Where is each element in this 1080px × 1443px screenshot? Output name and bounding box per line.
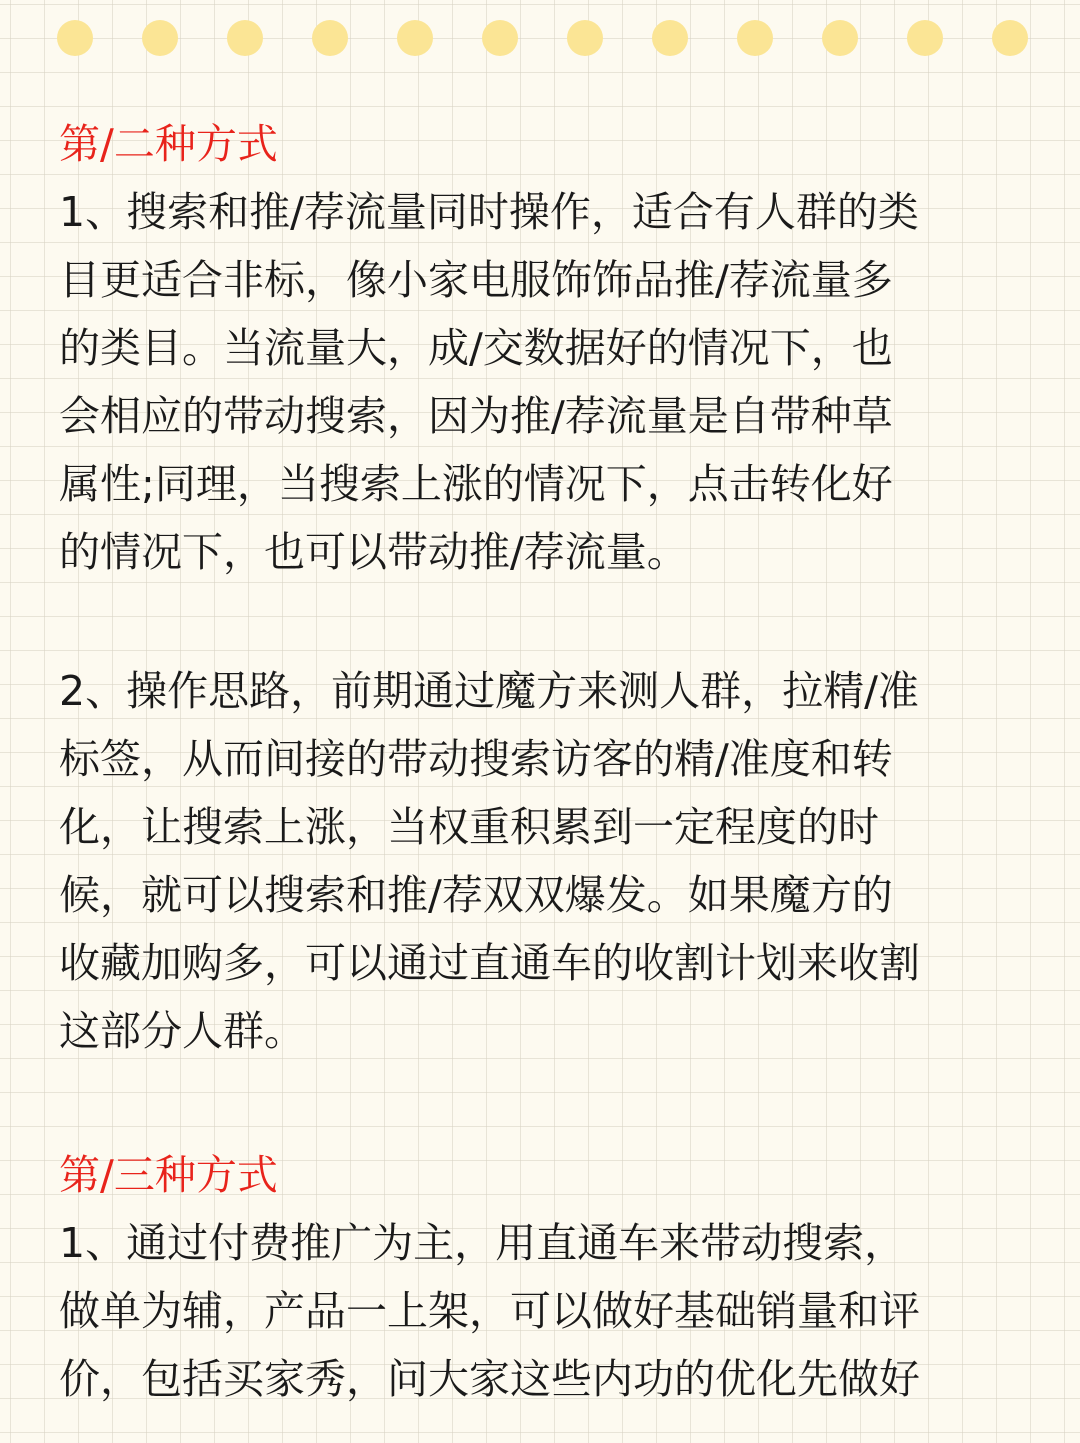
decorative-dot bbox=[992, 20, 1028, 56]
text-line: 价，包括买家秀，问大家这些内功的优化先做好 bbox=[59, 1355, 920, 1403]
decorative-dot bbox=[142, 20, 178, 56]
text-line: 化，让搜索上涨，当权重积累到一定程度的时 bbox=[59, 803, 879, 851]
text-line: 的类目。当流量大，成/交数据好的情况下，也 bbox=[59, 324, 893, 372]
decorative-dot bbox=[737, 20, 773, 56]
paragraph bbox=[59, 657, 1019, 1065]
text-line: 收藏加购多，可以通过直通车的收割计划来收割 bbox=[59, 939, 920, 987]
decorative-dot bbox=[397, 20, 433, 56]
text-line: 目更适合非标，像小家电服饰饰品推/荐流量多 bbox=[59, 256, 893, 304]
paragraph bbox=[59, 178, 1019, 586]
text-line: 这部分人群。 bbox=[59, 1007, 305, 1055]
text-line: 1、搜索和推/荐流量同时操作，适合有人群的类 bbox=[59, 188, 919, 236]
text-line: 的情况下，也可以带动推/荐流量。 bbox=[59, 528, 688, 576]
decorative-dot bbox=[312, 20, 348, 56]
section-spacer bbox=[59, 1065, 1019, 1141]
decorative-dot bbox=[567, 20, 603, 56]
decorative-dot bbox=[822, 20, 858, 56]
text-line: 标签，从而间接的带动搜索访客的精/准度和转 bbox=[59, 735, 893, 783]
section-heading: 第/三种方式 bbox=[59, 1151, 278, 1199]
text-line: 属性;同理，当搜索上涨的情况下，点击转化好 bbox=[59, 460, 893, 508]
decorative-dot bbox=[652, 20, 688, 56]
decorative-dot bbox=[227, 20, 263, 56]
article-content bbox=[59, 110, 1019, 1413]
text-line: 2、操作思路，前期通过魔方来测人群，拉精/准 bbox=[59, 667, 919, 715]
decorative-dot bbox=[907, 20, 943, 56]
text-line: 候，就可以搜索和推/荐双双爆发。如果魔方的 bbox=[59, 871, 893, 919]
paragraph-spacer bbox=[59, 586, 1019, 657]
text-line: 1、通过付费推广为主，用直通车来带动搜索， bbox=[59, 1219, 906, 1267]
paragraph bbox=[59, 1209, 1019, 1413]
decorative-dot bbox=[482, 20, 518, 56]
text-line: 做单为辅，产品一上架，可以做好基础销量和评 bbox=[59, 1287, 920, 1335]
decorative-dot-row bbox=[57, 20, 1037, 56]
decorative-dot bbox=[57, 20, 93, 56]
text-line: 会相应的带动搜索，因为推/荐流量是自带种草 bbox=[59, 392, 893, 440]
section-heading: 第/二种方式 bbox=[59, 120, 278, 168]
